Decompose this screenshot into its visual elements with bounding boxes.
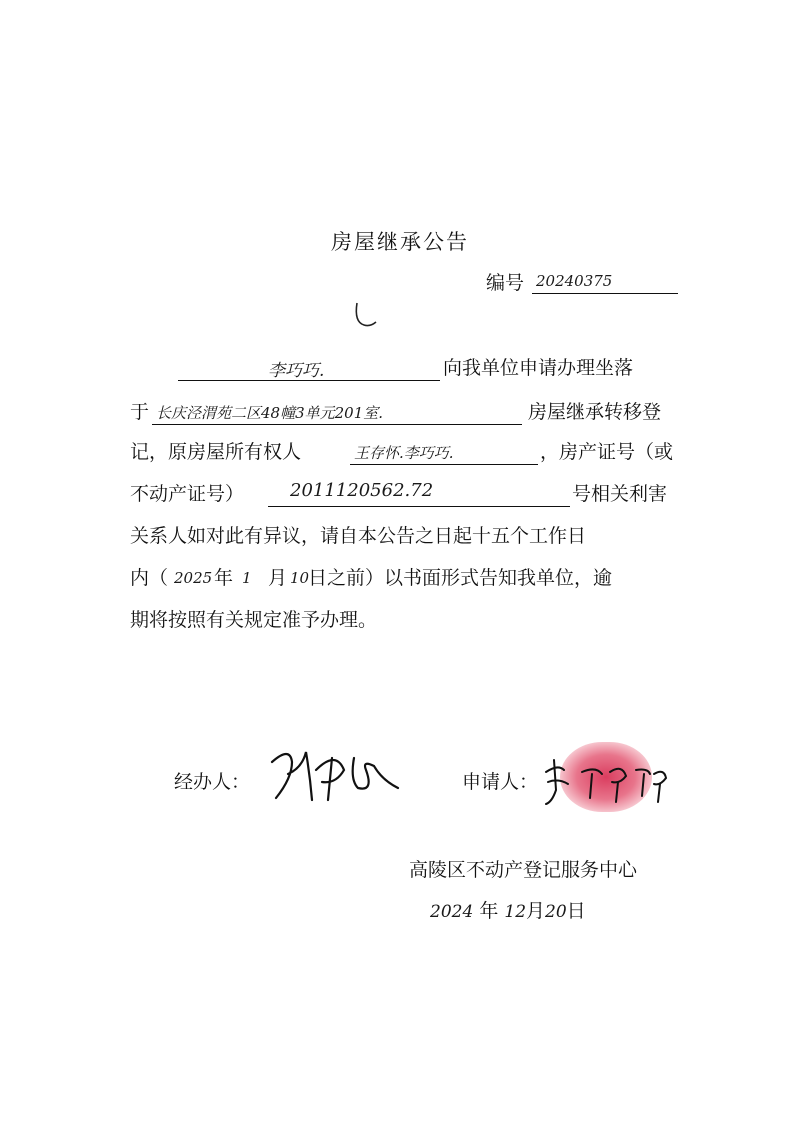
issue-year-unit: 年 bbox=[479, 900, 499, 922]
notice-line-6-prefix: 内（ bbox=[130, 567, 169, 589]
issue-month-unit: 月 bbox=[526, 900, 546, 922]
deadline-year: 2025 bbox=[174, 569, 213, 587]
handler-label: 经办人： bbox=[174, 771, 251, 793]
notice-line-5: 关系人如对此有异议，请自本公告之日起十五个工作日 bbox=[130, 525, 587, 547]
property-location: 长庆泾渭苑二区48幢3单元201室. bbox=[156, 404, 384, 422]
deadline-year-unit: 年 bbox=[214, 567, 234, 589]
notice-line-1: 向我单位申请办理坐落 bbox=[443, 357, 634, 379]
deadline-month-unit: 月 bbox=[268, 567, 288, 589]
notice-title: 房屋继承公告 bbox=[331, 230, 469, 254]
serial-label: 编号 bbox=[486, 272, 525, 294]
issue-date bbox=[430, 896, 586, 923]
certificate-number: 2011120562.72 bbox=[290, 480, 434, 501]
applicant-name: 李巧巧. bbox=[268, 361, 325, 381]
original-owners: 王存怀.李巧巧. bbox=[354, 444, 454, 462]
deadline-month: 1 bbox=[242, 569, 252, 587]
serial-underline bbox=[532, 293, 678, 294]
notice-line-3-suffix: ，房产证号（或 bbox=[540, 441, 674, 463]
deadline-day: 10 bbox=[290, 569, 310, 587]
applicant-label: 申请人： bbox=[462, 771, 539, 793]
notice-line-3-prefix: 记，原房屋所有权人 bbox=[130, 441, 302, 463]
certificate-blank bbox=[268, 506, 570, 507]
notice-line-6-suffix: 日之前）以书面形式告知我单位，逾 bbox=[308, 567, 613, 589]
stray-pen-mark bbox=[352, 300, 380, 330]
applicant-signature bbox=[540, 750, 670, 810]
issue-day: 20 bbox=[545, 902, 567, 922]
notice-line-4-suffix: 号相关利害 bbox=[572, 483, 668, 505]
notice-line-2-prefix: 于 bbox=[130, 401, 150, 423]
owner-blank bbox=[350, 464, 538, 465]
serial-number: 20240375 bbox=[536, 272, 613, 290]
notice-line-2-suffix: 房屋继承转移登 bbox=[528, 401, 662, 423]
notice-line-7: 期将按照有关规定准予办理。 bbox=[130, 609, 378, 631]
issuing-office: 高陵区不动产登记服务中心 bbox=[409, 859, 638, 881]
location-blank bbox=[152, 424, 522, 425]
issue-month: 12 bbox=[504, 902, 527, 922]
notice-line-4-prefix: 不动产证号） bbox=[130, 483, 245, 505]
handler-signature bbox=[262, 740, 412, 812]
issue-day-unit: 日 bbox=[566, 900, 586, 922]
issue-year: 2024 bbox=[430, 902, 474, 922]
